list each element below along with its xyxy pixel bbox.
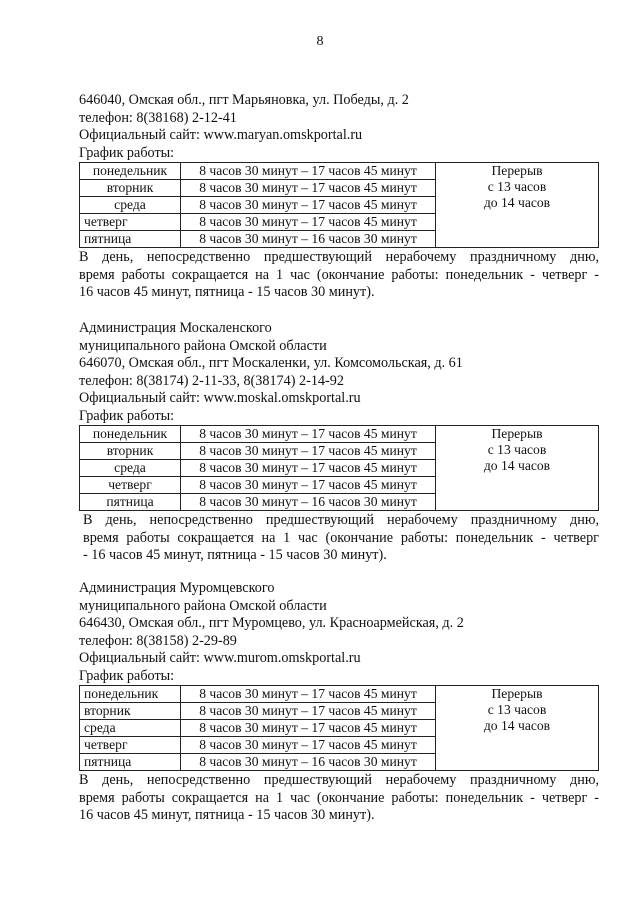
break-cell (436, 163, 599, 248)
break-line: Перерыв (491, 426, 543, 441)
shortened-day-note (79, 249, 599, 302)
note-line: время работы сокращается на 1 час (окончание работы: понедельник - четверг - (79, 266, 599, 283)
address-line: 646430, Омская обл., пгт Муромцево, ул. Красноармейская, д. 2 (79, 615, 464, 631)
address-line: 646040, Омская обл., пгт Марьяновка, ул. Победы, д. 2 (79, 92, 409, 108)
website-line: Официальный сайт: www.murom.omskportal.ru (79, 650, 361, 666)
schedule-table (79, 425, 599, 511)
hours-cell: 8 часов 30 минут – 17 часов 45 минут (181, 197, 436, 214)
table-row (80, 163, 599, 180)
day-cell: четверг (80, 737, 181, 754)
page-number: 8 (316, 34, 324, 49)
break-line: Перерыв (491, 686, 543, 701)
organization-line: муниципального района Омской области (79, 597, 327, 614)
note-line: 16 часов 45 минут, пятница - 15 часов 30 минут). (79, 284, 375, 300)
hours-cell: 8 часов 30 минут – 16 часов 30 минут (181, 494, 436, 511)
schedule-heading: График работы: (79, 667, 175, 684)
organization-line: Администрация Москаленского (79, 320, 272, 336)
phone-line: телефон: 8(38168) 2-12-41 (79, 109, 237, 126)
note-line: В день, непосредственно предшествующий нерабочему праздничному дню, (83, 512, 599, 528)
hours-cell: 8 часов 30 минут – 17 часов 45 минут (181, 737, 436, 754)
break-line: Перерыв (491, 163, 543, 178)
day-cell: четверг (80, 214, 181, 231)
break-line: до 14 часов (483, 718, 551, 733)
shortened-day-note (79, 512, 599, 565)
hours-cell: 8 часов 30 минут – 16 часов 30 минут (181, 231, 436, 248)
hours-cell: 8 часов 30 минут – 17 часов 45 минут (181, 477, 436, 494)
website-line: Официальный сайт: www.maryan.omskportal.ru (79, 127, 363, 143)
hours-cell: 8 часов 30 минут – 17 часов 45 минут (181, 214, 436, 231)
hours-cell: 8 часов 30 минут – 17 часов 45 минут (181, 443, 436, 460)
hours-cell: 8 часов 30 минут – 16 часов 30 минут (181, 754, 436, 771)
day-cell: понедельник (80, 686, 181, 703)
note-line: В день, непосредственно предшествующий нерабочему праздничному дню, (79, 249, 599, 265)
day-cell: среда (80, 720, 181, 737)
section-maryanovka (79, 92, 599, 302)
hours-cell: 8 часов 30 минут – 17 часов 45 минут (181, 686, 436, 703)
break-line: до 14 часов (483, 458, 551, 473)
day-cell: вторник (80, 180, 181, 197)
shortened-day-note (79, 772, 599, 825)
hours-cell: 8 часов 30 минут – 17 часов 45 минут (181, 460, 436, 477)
table-row (80, 686, 599, 703)
break-line: с 13 часов (487, 442, 547, 457)
day-cell: среда (80, 197, 181, 214)
break-cell (436, 686, 599, 771)
break-line: с 13 часов (487, 179, 547, 194)
organization-line: Администрация Муромцевского (79, 580, 275, 596)
schedule-heading: График работы: (79, 407, 175, 424)
hours-cell: 8 часов 30 минут – 17 часов 45 минут (181, 426, 436, 443)
schedule-table (79, 685, 599, 771)
day-cell: среда (80, 460, 181, 477)
section-moskalenki (79, 320, 599, 565)
organization-line: муниципального района Омской области (79, 337, 327, 354)
day-cell: четверг (80, 477, 181, 494)
day-cell: вторник (80, 703, 181, 720)
day-cell: вторник (80, 443, 181, 460)
break-cell (436, 426, 599, 511)
address-line: 646070, Омская обл., пгт Москаленки, ул. Комсомольская, д. 61 (79, 355, 463, 371)
day-cell: понедельник (80, 426, 181, 443)
note-line: В день, непосредственно предшествующий нерабочему праздничному дню, (79, 772, 599, 788)
note-line: 16 часов 45 минут, пятница - 15 часов 30 минут). (79, 807, 375, 823)
phone-line: телефон: 8(38174) 2-11-33, 8(38174) 2-14-92 (79, 372, 344, 389)
day-cell: понедельник (80, 163, 181, 180)
schedule-heading: График работы: (79, 144, 175, 161)
break-line: до 14 часов (483, 195, 551, 210)
hours-cell: 8 часов 30 минут – 17 часов 45 минут (181, 180, 436, 197)
hours-cell: 8 часов 30 минут – 17 часов 45 минут (181, 703, 436, 720)
day-cell: пятница (80, 231, 181, 248)
table-row (80, 426, 599, 443)
break-line: с 13 часов (487, 702, 547, 717)
day-cell: пятница (80, 494, 181, 511)
section-muromtsevo (79, 580, 599, 825)
website-line: Официальный сайт: www.moskal.omskportal.ru (79, 390, 361, 406)
hours-cell: 8 часов 30 минут – 17 часов 45 минут (181, 720, 436, 737)
day-cell: пятница (80, 754, 181, 771)
note-line: время работы сокращается на 1 час (окончание работы: понедельник - четверг (83, 529, 599, 546)
note-line: время работы сокращается на 1 час (окончание работы: понедельник - четверг - (79, 789, 599, 806)
phone-line: телефон: 8(38158) 2-29-89 (79, 632, 237, 649)
note-line: - 16 часов 45 минут, пятница - 15 часов 30 минут). (83, 547, 387, 563)
schedule-table (79, 162, 599, 248)
hours-cell: 8 часов 30 минут – 17 часов 45 минут (181, 163, 436, 180)
